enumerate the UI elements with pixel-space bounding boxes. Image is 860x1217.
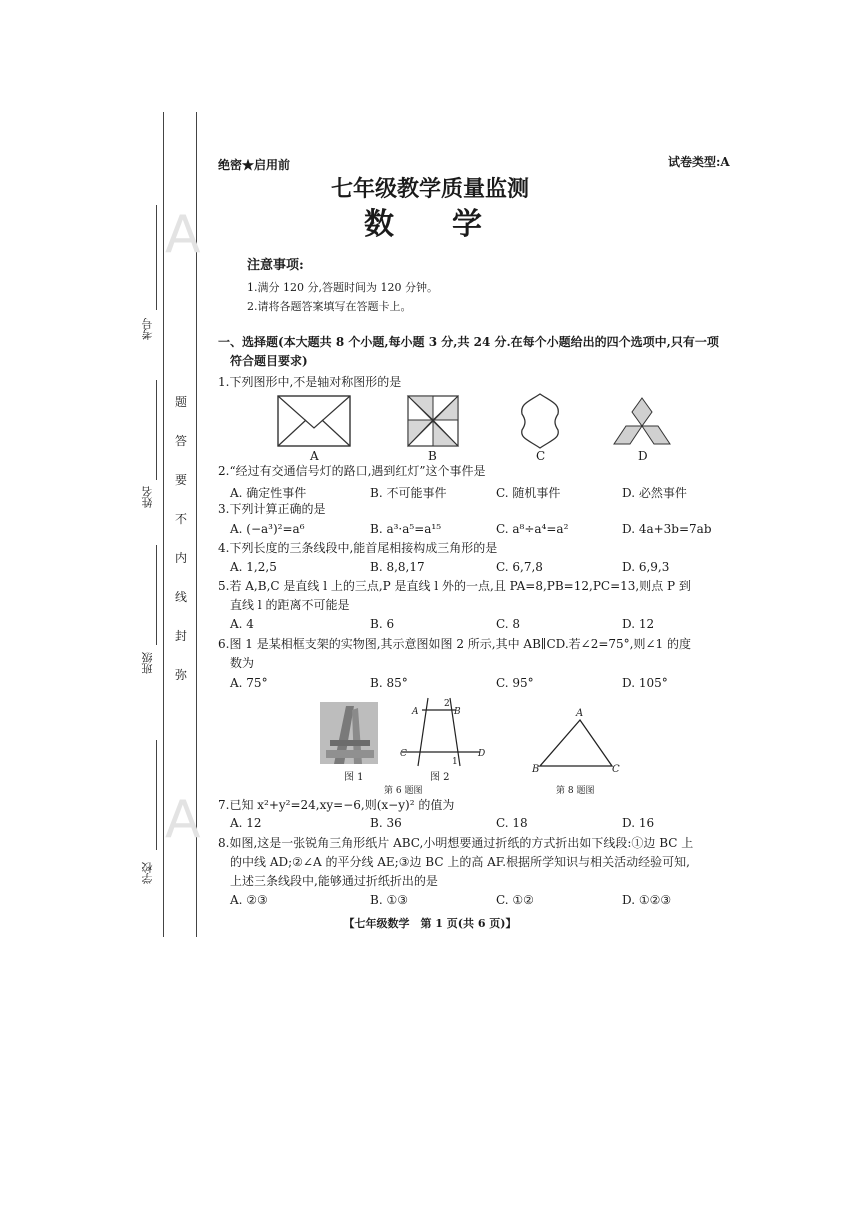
q2-option-c: C. 随机事件 bbox=[496, 486, 561, 500]
q8-figure-caption: 第 8 题图 bbox=[556, 786, 595, 796]
q4-option-c: C. 6,7,8 bbox=[496, 560, 543, 574]
q4-option-a: A. 1,2,5 bbox=[230, 560, 277, 574]
section-heading-cont: 符合题目要求) bbox=[230, 354, 308, 368]
q1-option-a: A bbox=[310, 449, 319, 463]
seal-char: 线 bbox=[174, 590, 187, 604]
watermark-bottom: A bbox=[165, 790, 201, 850]
watermark-top: A bbox=[165, 205, 201, 265]
fig2-trapezoid bbox=[398, 694, 490, 774]
question-5-stem: 5.若 A,B,C 是直线 l 上的三点,P 是直线 l 外的一点,且 PA=8,PB=12,PC=13,则点 P 到 bbox=[218, 579, 691, 593]
tri-label-b: B bbox=[532, 764, 540, 772]
question-3-stem: 3.下列计算正确的是 bbox=[218, 502, 326, 516]
fig2-angle-2: 2 bbox=[444, 699, 450, 709]
class-label: 班级 bbox=[141, 652, 154, 674]
question-5-stem-cont: 直线 l 的距离不可能是 bbox=[230, 598, 350, 612]
q8-option-d: D. ①②③ bbox=[622, 893, 672, 907]
question-7-stem: 7.已知 x²+y²=24,xy=−6,则(x−y)² 的值为 bbox=[218, 798, 455, 812]
q8-option-a: A. ②③ bbox=[230, 893, 268, 907]
q8-option-b: B. ①③ bbox=[370, 893, 408, 907]
question-8-stem-cont2: 上述三条线段中,能够通过折纸折出的是 bbox=[230, 874, 438, 888]
confidential-mark: 绝密★启用前 bbox=[218, 158, 291, 172]
fig1-caption: 图 1 bbox=[344, 772, 364, 783]
q6-option-a: A. 75° bbox=[230, 676, 268, 690]
seal-char: 答 bbox=[174, 434, 187, 448]
name-blank bbox=[156, 380, 157, 480]
seal-char: 内 bbox=[174, 551, 187, 565]
section-heading: 一、选择题(本大题共 8 个小题,每小题 3 分,共 24 分.在每个小题给出的四个选项中,只有一项 bbox=[218, 335, 719, 349]
seal-char: 不 bbox=[174, 512, 187, 526]
fig2-label-b: B bbox=[454, 707, 461, 717]
q7-option-d: D. 16 bbox=[622, 816, 655, 830]
q1-option-c: C bbox=[536, 449, 546, 463]
seal-char: 弥 bbox=[174, 668, 187, 682]
page-footer: 【七年级数学 第 1 页(共 6 页)】 bbox=[343, 917, 517, 930]
notice-item: 2.请将各题答案填写在答题卡上。 bbox=[247, 300, 412, 313]
q3-option-b: B. a³·a⁵=a¹⁵ bbox=[370, 522, 442, 536]
question-1-stem: 1.下列图形中,不是轴对称图形的是 bbox=[218, 375, 402, 389]
q1-option-b: B bbox=[428, 449, 437, 463]
fig2-angle-1: 1 bbox=[452, 757, 458, 767]
q5-option-d: D. 12 bbox=[622, 617, 655, 631]
seal-char: 封 bbox=[174, 629, 187, 643]
pinwheel-figure bbox=[408, 396, 458, 446]
question-2-stem: 2.“经过有交通信号灯的路口,遇到红灯”这个事件是 bbox=[218, 464, 486, 478]
school-blank bbox=[156, 740, 157, 850]
seal-char: 要 bbox=[174, 473, 187, 487]
exam-title: 七年级教学质量监测 bbox=[330, 176, 529, 202]
q3-option-a: A. (−a³)²=a⁶ bbox=[230, 522, 305, 536]
q3-option-c: C. a⁸÷a⁴=a² bbox=[496, 522, 569, 536]
photo-frame-stand bbox=[320, 702, 378, 764]
subject-title: 数 学 bbox=[364, 207, 496, 242]
q6-figure-caption: 第 6 题图 bbox=[384, 786, 423, 796]
q8-option-c: C. ①② bbox=[496, 893, 534, 907]
q7-option-b: B. 36 bbox=[370, 816, 402, 830]
tri-label-c: C bbox=[612, 764, 620, 772]
question-6-stem-cont: 数为 bbox=[230, 656, 255, 670]
notice-item: 1.满分 120 分,答题时间为 120 分钟。 bbox=[247, 281, 438, 294]
q5-option-a: A. 4 bbox=[230, 617, 254, 631]
q5-option-c: C. 8 bbox=[496, 617, 521, 631]
fig2-label-c: C bbox=[400, 749, 407, 759]
q6-option-b: B. 85° bbox=[370, 676, 408, 690]
q2-option-d: D. 必然事件 bbox=[622, 486, 687, 500]
class-blank bbox=[156, 545, 157, 645]
envelope-figure bbox=[278, 396, 350, 446]
notice-heading: 注意事项: bbox=[247, 258, 304, 273]
question-8-stem-cont: 的中线 AD;②∠A 的平分线 AE;③边 BC 上的高 AF.根据所学知识与相关活动经验可知, bbox=[230, 855, 690, 869]
paper-type: 试卷类型:A bbox=[668, 155, 730, 169]
triangle-abc bbox=[530, 706, 624, 772]
q6-option-d: D. 105° bbox=[622, 676, 668, 690]
q7-option-a: A. 12 bbox=[230, 816, 262, 830]
question-4-stem: 4.下列长度的三条线段中,能首尾相接构成三角形的是 bbox=[218, 541, 498, 555]
fig2-label-d: D bbox=[478, 749, 486, 759]
q1-option-d: D bbox=[638, 449, 648, 463]
fig2-caption: 图 2 bbox=[430, 772, 450, 783]
q6-option-c: C. 95° bbox=[496, 676, 534, 690]
fig2-label-a: A bbox=[412, 707, 419, 717]
diamonds-figure bbox=[614, 398, 670, 444]
q4-option-d: D. 6,9,3 bbox=[622, 560, 670, 574]
school-label: 学校 bbox=[141, 862, 154, 884]
question-8-stem: 8.如图,这是一张锐角三角形纸片 ABC,小明想要通过折纸的方式折出如下线段:①边 BC 上 bbox=[218, 836, 694, 850]
tri-label-a: A bbox=[576, 708, 584, 719]
q4-option-b: B. 8,8,17 bbox=[370, 560, 425, 574]
q5-option-b: B. 6 bbox=[370, 617, 395, 631]
seal-char: 题 bbox=[174, 395, 187, 409]
name-label: 姓名 bbox=[141, 486, 154, 508]
q2-option-a: A. 确定性事件 bbox=[230, 486, 307, 500]
question-6-stem: 6.图 1 是某相框支架的实物图,其示意图如图 2 所示,其中 AB∥CD.若∠2=75°,则∠1 的度 bbox=[218, 637, 691, 651]
q3-option-d: D. 4a+3b=7ab bbox=[622, 522, 712, 536]
q2-option-b: B. 不可能事件 bbox=[370, 486, 447, 500]
exam-number-label: 考号 bbox=[141, 318, 154, 340]
q1-figures bbox=[270, 390, 690, 450]
q7-option-c: C. 18 bbox=[496, 816, 528, 830]
curve-figure bbox=[522, 394, 559, 448]
